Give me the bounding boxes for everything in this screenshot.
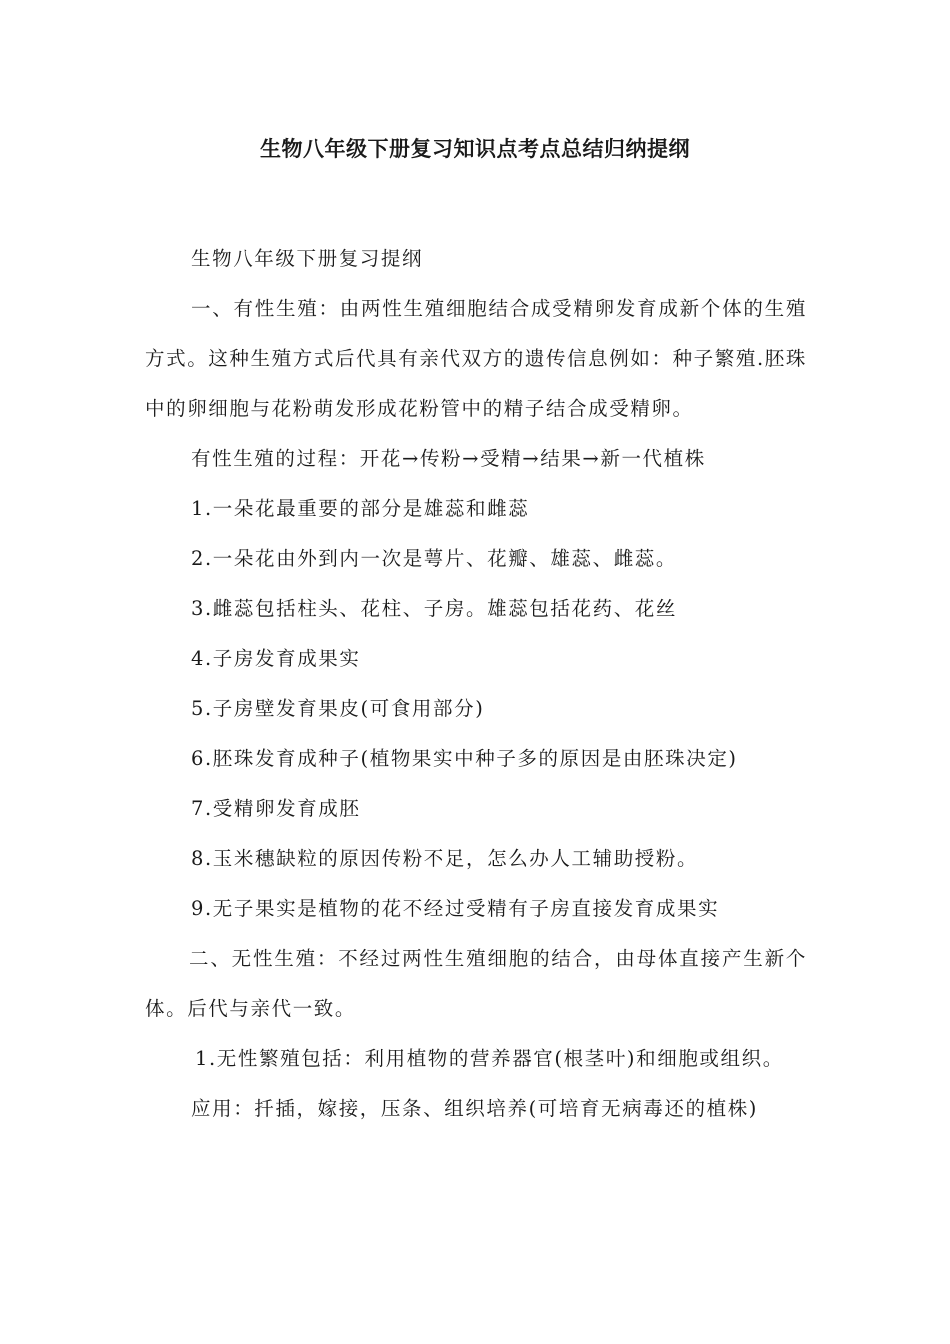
- paragraph-asexual-reproduction: 二、无性生殖：不经过两性生殖细胞的结合，由母体直接产生新个体。后代与亲代一致。: [145, 947, 807, 1020]
- paragraph-sexual-reproduction: 一、有性生殖：由两性生殖细胞结合成受精卵发育成新个体的生殖方式。这种生殖方式后代具有亲代双方的遗传信息例如：种子繁殖.胚珠中的卵细胞与花粉萌发形成花粉管中的精子结合成受精卵。: [145, 297, 807, 420]
- paragraph-asexual-methods: 1.无性繁殖包括：利用植物的营养器官(根茎叶)和细胞或组织。: [195, 1047, 784, 1070]
- document-body: [145, 234, 807, 1134]
- paragraph-outline-heading: 生物八年级下册复习提纲: [191, 247, 424, 270]
- list-item-2: 2.一朵花由外到内一次是萼片、花瓣、雄蕊、雌蕊。: [191, 547, 678, 570]
- list-item-3: 3.雌蕊包括柱头、花柱、子房。雄蕊包括花药、花丝: [191, 597, 678, 620]
- list-item-7: 7.受精卵发育成胚: [191, 797, 361, 820]
- list-item-6: 6.胚珠发育成种子(植物果实中种子多的原因是由胚珠决定): [191, 747, 738, 770]
- list-item-9: 9.无子果实是植物的花不经过受精有子房直接发育成果实: [191, 897, 720, 920]
- paragraph-sexual-process: 有性生殖的过程：开花→传粉→受精→结果→新一代植株: [191, 447, 706, 470]
- list-item-1: 1.一朵花最重要的部分是雄蕊和雌蕊: [191, 497, 530, 520]
- list-item-4: 4.子房发育成果实: [191, 647, 361, 670]
- paragraph-applications: 应用：扦插，嫁接，压条、组织培养(可培育无病毒还的植株): [191, 1097, 759, 1120]
- list-item-5: 5.子房壁发育果皮(可食用部分): [191, 697, 485, 720]
- document-title: 生物八年级下册复习知识点考点总结归纳提纲: [260, 137, 690, 161]
- list-item-8: 8.玉米穗缺粒的原因传粉不足，怎么办人工辅助授粉。: [191, 847, 699, 870]
